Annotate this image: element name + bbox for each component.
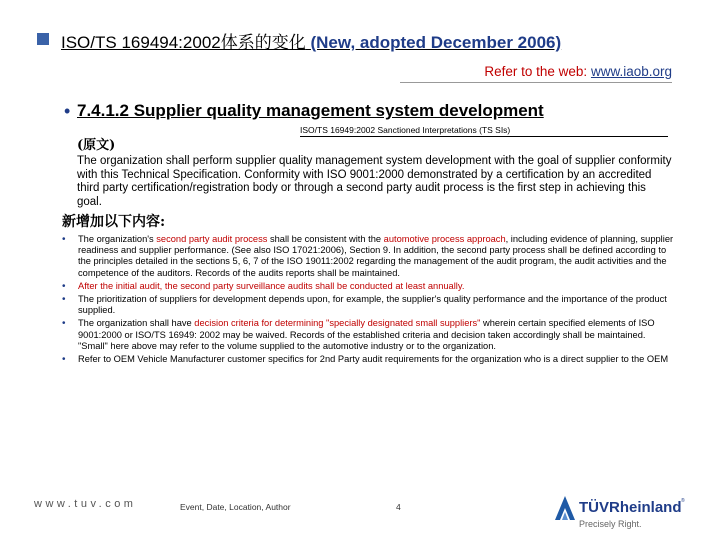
refer-divider	[400, 82, 672, 83]
list-item	[62, 281, 674, 292]
svg-text:®: ®	[681, 498, 685, 504]
bullet-text: The organization's	[78, 234, 157, 244]
bullet-icon: •	[62, 234, 66, 245]
section-bullet-icon: •	[64, 101, 71, 121]
bullet-text: shall be consistent with the	[267, 234, 384, 244]
added-content-label: 新增加以下内容:	[62, 214, 166, 230]
bullet-text: The organization shall have	[78, 318, 195, 329]
bullet-list	[62, 234, 674, 367]
bullet-text: The prioritization of suppliers for development depends upon, for example, the supplier's quality performance and the importance of the product supplied.	[78, 294, 667, 316]
title-note: (New, adopted December 2006)	[310, 33, 562, 52]
refer-url-link[interactable]: www.iaob.org	[590, 64, 672, 79]
list-item	[62, 318, 674, 352]
bullet-text: wherein certain specified elements of ISO 9001:2000 or ISO/TS 16949: 2002 may be waived. Records of the established criteria and decision taken accordingly shall be maintained. "Small" here above may refer to the volume supplied to the automotive industry or to the organization.	[78, 318, 655, 351]
logo-tagline: Precisely Right.	[579, 519, 642, 529]
refer-to-web	[484, 64, 672, 79]
original-text-label: (原文)	[77, 138, 116, 153]
bullet-icon: •	[62, 354, 66, 366]
bullet-highlight: After the initial audit, the second party surveillance audits shall be conducted at least annually.	[78, 280, 465, 291]
footer-event: Event, Date, Location, Author	[180, 502, 291, 512]
reference-note: ISO/TS 16949:2002 Sanctioned Interpretations (TS SIs)	[300, 125, 511, 135]
page-number: 4	[396, 502, 401, 512]
bullet-icon: •	[62, 280, 66, 292]
bullet-highlight: decision criteria for determining "specially designated small suppliers"	[194, 318, 481, 329]
bullet-text: Refer to OEM Vehicle Manufacturer customer specifics for 2nd Party audit requirements for the organization who is a direct supplier to the OEM	[78, 354, 669, 365]
page-title	[61, 28, 561, 53]
list-item	[62, 294, 674, 316]
title-main: ISO/TS 169494:2002体系的变化	[61, 33, 306, 52]
bullet-text: , including evidence of planning, supplier readiness and supplier performance. (See also ISO 17021:2006), Section 9. In addition, the second party process shall be defined according to the principles detailed in the sections 5, 6, 7 of the ISO 19011:2002 regarding the management of the audit program, the audit activities and the competence of the auditors. Records of the audits reports shall be maintained.	[78, 234, 674, 278]
footer-url[interactable]: www.tuv.com	[34, 498, 137, 510]
original-text-paragraph: The organization shall perform supplier quality management system development with the goal of supplier conformity with this Technical Specification. Conformity with ISO 9001:2000 demonstrated by a certification by an accredited third party certification/registration body or through a second party audit process is the first step in achieving this goal.	[77, 155, 672, 208]
bullet-highlight: second party audit process	[156, 234, 268, 244]
tuv-rheinland-logo	[553, 490, 685, 534]
section-heading: 7.4.1.2 Supplier quality management system development	[77, 101, 544, 120]
refer-label: Refer to the web:	[484, 64, 588, 79]
bullet-highlight: automotive process approach	[383, 234, 506, 244]
title-bullet-square	[37, 33, 49, 45]
bullet-icon: •	[62, 294, 66, 306]
logo-text: TÜVRheinland	[579, 499, 682, 516]
list-item	[62, 234, 674, 279]
logo-inner-triangle-icon	[562, 512, 568, 520]
bullet-icon: •	[62, 318, 66, 330]
list-item	[62, 354, 674, 365]
reference-underline	[300, 136, 668, 137]
